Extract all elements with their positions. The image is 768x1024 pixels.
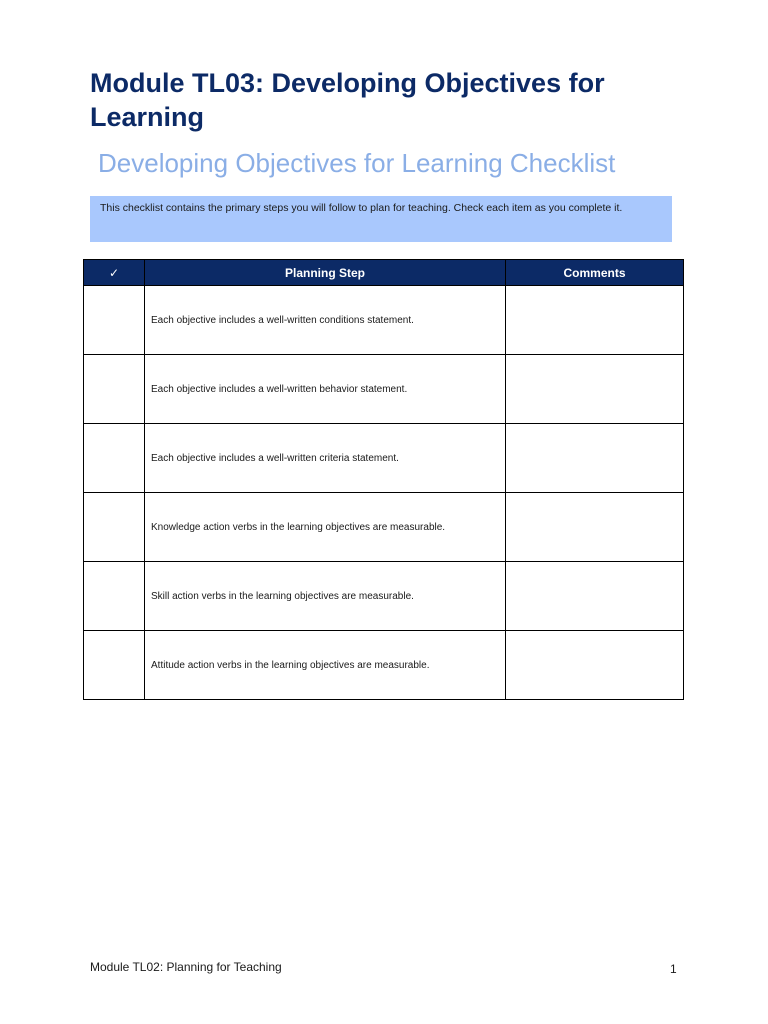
check-cell[interactable]	[84, 286, 145, 355]
table-row	[84, 493, 684, 562]
planning-step-cell: Skill action verbs in the learning objectives are measurable.	[145, 562, 506, 631]
check-cell[interactable]	[84, 424, 145, 493]
table-row	[84, 562, 684, 631]
planning-step-cell: Attitude action verbs in the learning objectives are measurable.	[145, 631, 506, 700]
comments-cell[interactable]	[506, 493, 684, 562]
page-number: 1	[670, 962, 677, 976]
footer-text: Module TL02: Planning for Teaching	[90, 960, 282, 974]
comments-cell[interactable]	[506, 286, 684, 355]
comments-cell[interactable]	[506, 424, 684, 493]
comments-cell[interactable]	[506, 562, 684, 631]
checklist-subtitle: Developing Objectives for Learning Checklist	[98, 148, 616, 178]
comments-column-header: Comments	[506, 260, 684, 286]
comments-cell[interactable]	[506, 631, 684, 700]
comments-cell[interactable]	[506, 355, 684, 424]
planning-step-cell: Each objective includes a well-written conditions statement.	[145, 286, 506, 355]
table-row	[84, 631, 684, 700]
intro-note: This checklist contains the primary steps you will follow to plan for teaching. Check each item as you complete it.	[90, 196, 672, 242]
page-title: Module TL03: Developing Objectives for Learning	[90, 68, 605, 132]
check-column-header: ✓	[84, 260, 145, 286]
table-header-row	[84, 260, 684, 286]
planning-step-cell: Each objective includes a well-written behavior statement.	[145, 355, 506, 424]
check-cell[interactable]	[84, 562, 145, 631]
checklist-table	[83, 259, 684, 700]
check-cell[interactable]	[84, 493, 145, 562]
check-cell[interactable]	[84, 355, 145, 424]
table-row	[84, 355, 684, 424]
planning-step-cell: Each objective includes a well-written criteria statement.	[145, 424, 506, 493]
planning-step-column-header: Planning Step	[145, 260, 506, 286]
planning-step-cell: Knowledge action verbs in the learning objectives are measurable.	[145, 493, 506, 562]
check-cell[interactable]	[84, 631, 145, 700]
table-row	[84, 424, 684, 493]
table-row	[84, 286, 684, 355]
